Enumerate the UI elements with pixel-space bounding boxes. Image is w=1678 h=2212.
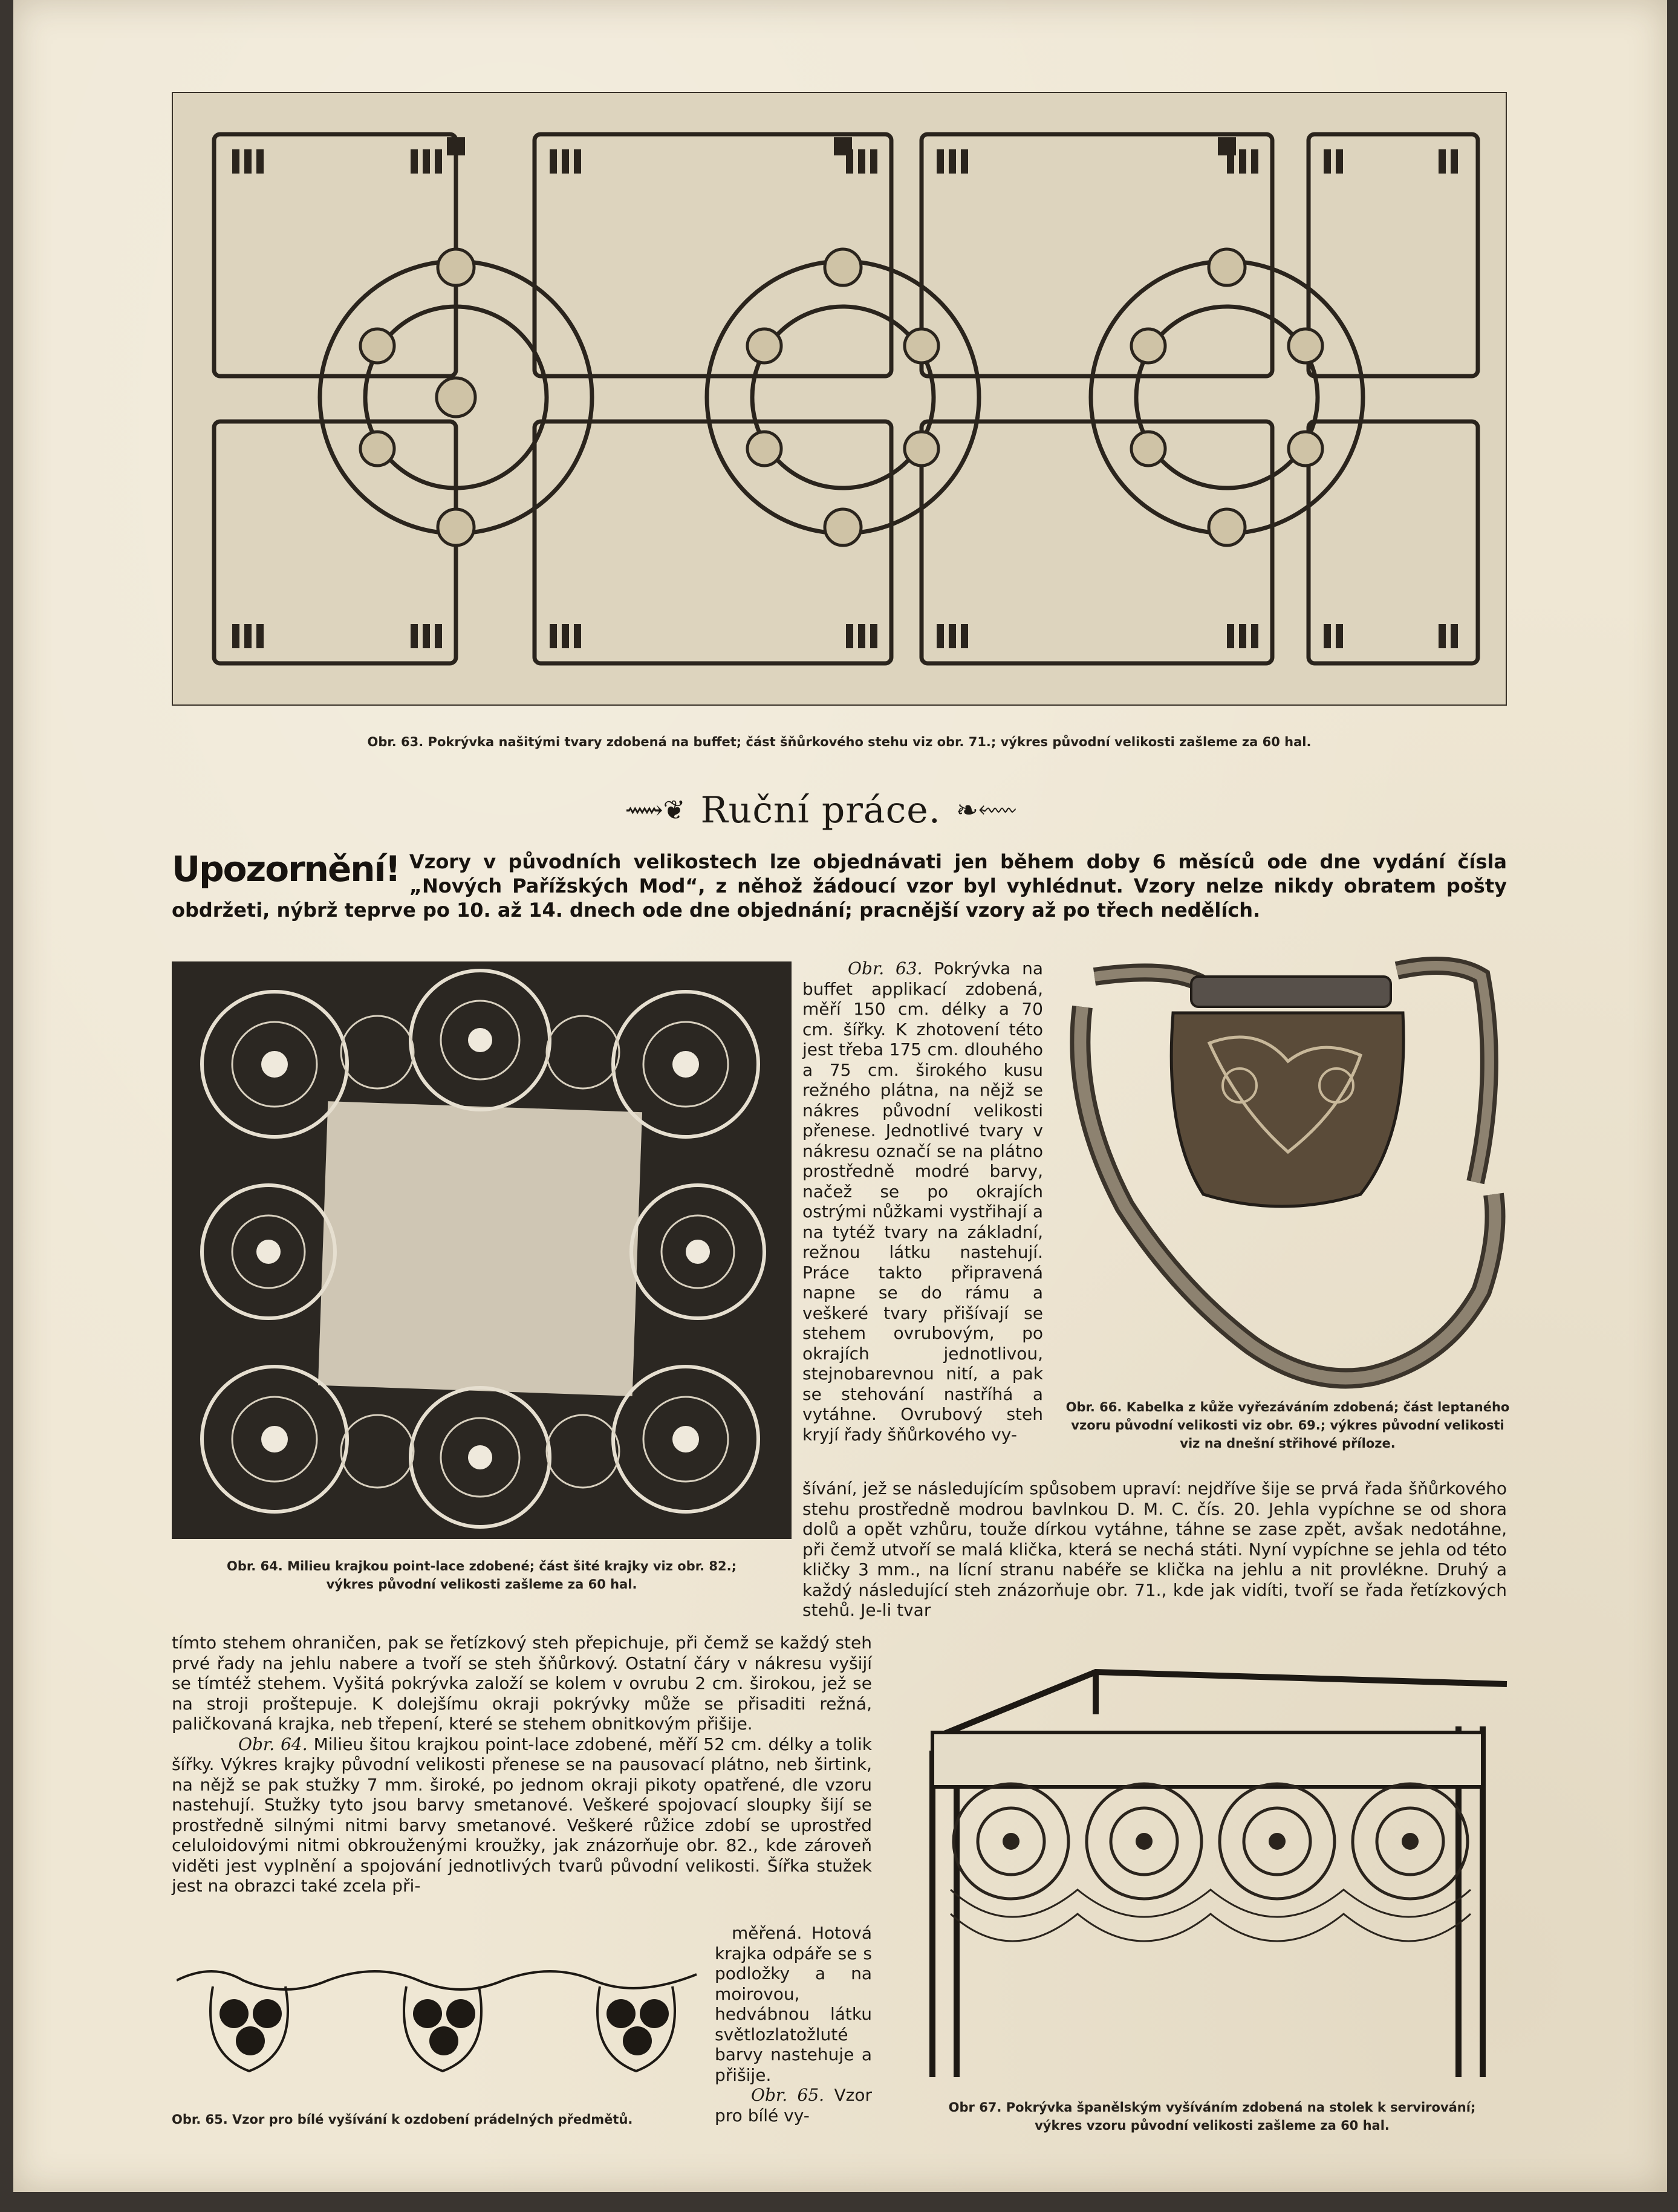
- ornament-left-icon: ⟿❦: [625, 795, 686, 826]
- embroidery-border-image: [177, 1956, 709, 2095]
- serving-table-image: [914, 1660, 1510, 2083]
- figure-64-photo: [172, 961, 792, 1539]
- article-column-narrow: [715, 1923, 872, 2126]
- obr63-text: Pokrývka na buffet applikací zdobená, měří 150 cm. délky a 70 cm. šířky. K zhotovení této jest třeba 175 cm. dlouhého a 75 cm. širokého kusu režného plátna, na nějž se nákres původní velikosti přenese. Jednotlivé tvary v nákresu označí se na plátno prostředně modré barvy, načež se po okrajích ostrými nůžkami vystřihají a na tytéž tvary na základní, režnou látku nastehují. Práce takto připravená napne se do rámu a veškeré tvary přišívají se stehem ovrubovým, po okrajích jednotlivou, stejnobarevnou nití, a pak se stehování nastříhá a vytáhne. Ovrubový steh kryjí řady šňůrkového vy-: [802, 958, 1043, 1445]
- article-wide-obr63: [802, 1478, 1507, 1621]
- figure-65-drawing: [177, 1956, 709, 2095]
- article-column-obr63: [802, 958, 1043, 1445]
- leather-handbag-image: [1058, 952, 1506, 1394]
- notice-text: Vzory v původních velikostech lze objednávati jen během doby 6 měsíců ode dne vydání čísla „Nových Pařížských Mod“, z něhož žádoucí vzor byl vyhlédnut. Vzory nelze nikdy obratem pošty obdržeti, nýbrž teprve po 10. až 14. dnech ode dne objednání; pracnější vzory až po třech nedělích.: [172, 850, 1507, 922]
- obr63-paragraph: [802, 958, 1043, 1445]
- figure-63-pattern: [172, 92, 1507, 706]
- section-header: [533, 789, 1108, 844]
- obr63-cont-text: tímto stehem ohraničen, pak se řetízkový steh přepichuje, při čemž se každý steh prvé řady na jehlu nabere a tvoří se steh šňůrkový. Ostatní čáry v nákresu vyšijí se tímtéž stehem. Vyšitá pokrývka založí se kolem v ovrubu 2 cm. širokou, jež se na stroji proštepuje. K dolejšímu okraji pokrývky může se přisaditi režná, paličkovaná krajka, neb třepení, které se stehem obnitkovým přišije.: [172, 1633, 872, 1734]
- figure-64-caption-line2: výkres původní velikosti zašleme za 60 hal.: [326, 1577, 637, 1592]
- figure-66-photo: [1058, 952, 1506, 1394]
- obr65-paragraph: [715, 2085, 872, 2126]
- buffet-cover-drawing: [172, 92, 1507, 706]
- figure-67-caption: [914, 2098, 1510, 2135]
- figure-65-caption: Obr. 65. Vzor pro bílé vyšívání k ozdobení prádelných předmětů.: [172, 2112, 633, 2127]
- figure-63-caption: Obr. 63. Pokrývka našitými tvary zdobená na buffet; část šňůrkového stehu viz obr. 71.; výkres původní velikosti zašleme za 60 hal.: [367, 735, 1312, 749]
- page-title: Ruční práce.: [700, 789, 941, 831]
- ornament-right-icon: ❧⬳: [955, 795, 1016, 826]
- figure-66-caption: Obr. 66. Kabelka z kůže vyřezáváním zdobená; část leptaného vzoru původní velikosti viz obr. 69.; výkres původní velikosti viz na dnešní střihové příloze.: [1065, 1400, 1510, 1451]
- obr65-text: Vzor pro bílé vy-: [715, 2085, 872, 2126]
- figure-64-caption-line1: Obr. 64. Milieu krajkou point-lace zdobené; část šité krajky viz obr. 82.;: [227, 1559, 737, 1573]
- figure-67-drawing: [914, 1660, 1510, 2083]
- obr64-label: Obr. 64.: [238, 1734, 308, 1754]
- figure-64-caption: [172, 1557, 792, 1593]
- notice-heading: Upozornění!: [172, 848, 400, 890]
- figure-67-caption-line1: Obr 67. Pokrývka španělským vyšíváním zdobená na stolek k servirování;: [948, 2100, 1476, 2115]
- figure-67-caption-line2: výkres vzoru původní velikosti zašleme za 60 hal.: [1035, 2118, 1390, 2133]
- article-column-left: [172, 1633, 872, 1896]
- obr64-paragraph: [172, 1734, 872, 1896]
- notice-block: [172, 850, 1507, 946]
- obr63-label: Obr. 63.: [848, 958, 923, 978]
- lace-milieu-image: [172, 961, 792, 1539]
- obr65-label: Obr. 65.: [751, 2085, 825, 2105]
- obr64-text: Milieu šitou krajkou point-lace zdobené, měří 52 cm. délky a tolik šířky. Výkres krajky původní velikosti přenese se na pausovací plátno, neb širtink, na nějž se pak stužky 7 mm. široké, po jednom okraji pikoty opatřené, dle vzoru nastehují. Stužky tyto jsou barvy smetanové. Veškeré spojovací sloupky šijí se prostředně silnými nitmi barvy smetanové. Veškeré růžice zdobí se uprostřed celuloidovými nitmi obkrouženými kroužky, jak znázorňuje obr. 82., kde zároveň viděti jest vyplnění a spojování jednotlivých tvarů původní velikosti. Šířka stužek jest na obrazci také zcela při-: [172, 1734, 872, 1896]
- obr64-narrow-text: měřená. Hotová krajka odpáře se s podložky a na moirovou, hedvábnou látku světlozlatožluté barvy nastehuje a přišije.: [715, 1923, 872, 2085]
- magazine-page: [13, 0, 1667, 2192]
- notice-paragraph: [172, 850, 1507, 922]
- obr63-wide-text: šívání, jež se následujícím spůsobem upraví: nejdříve šije se prvá řada šňůrkového stehu prostředně modrou bavlnkou D. M. C. čís. 20. Jehla vypíchne se od shora dolů a opět vzhůru, touže dírkou vytáhne, táhne se zase zpět, avšak nedotáhne, při čemž utvoří se malá klička, která se nechá státi. Nyní vypíchne se jehla od této kličky 3 mm., na lícní stranu nabéře se klička na jehlu a nit provlékne. Druhý a každý následující steh znázorňuje obr. 71., kde jak vidíti, tvoří se řada řetízkových stehů. Je-li tvar: [802, 1478, 1507, 1620]
